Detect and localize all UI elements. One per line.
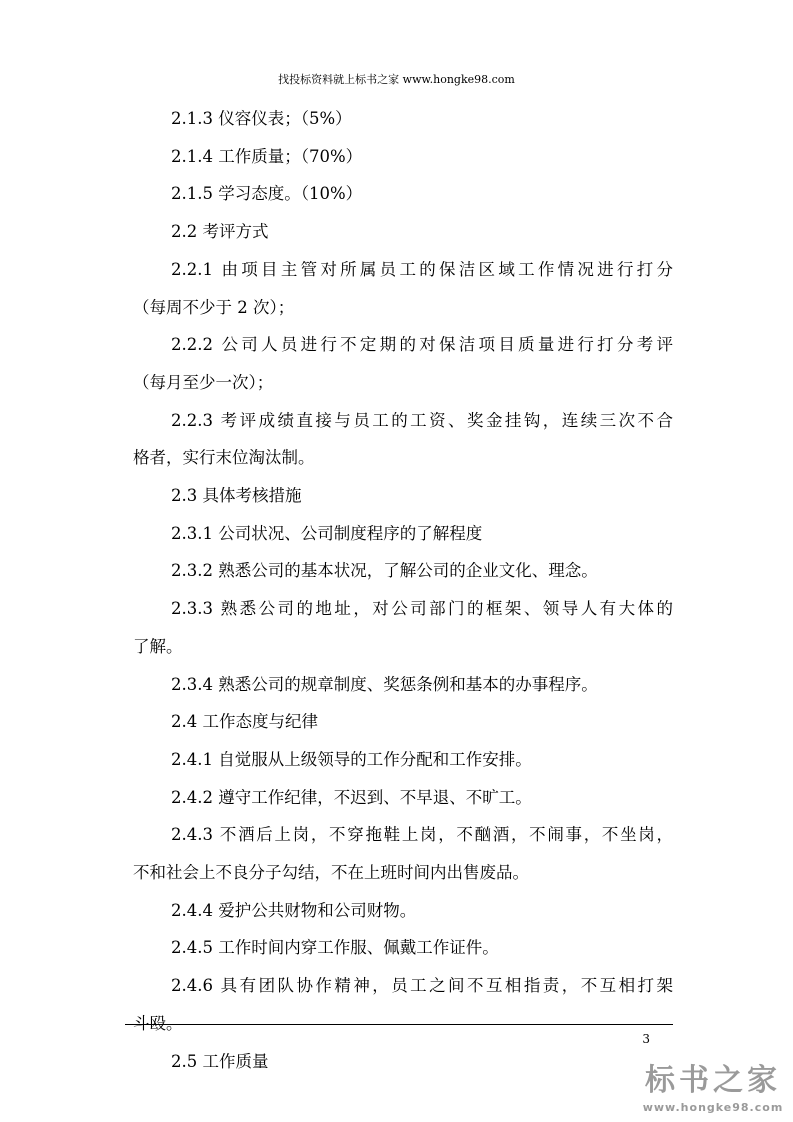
paragraph-line: 2.4.6 具有团队协作精神，员工之间不互相指责，不互相打架: [171, 976, 673, 996]
paragraph-line: 2.1.3 仪容仪表；（5%）: [171, 109, 352, 128]
page-header: 找投标资料就上标书之家 www.hongke98.com: [278, 73, 515, 86]
paragraph-line: 2.2 考评方式: [171, 222, 269, 242]
paragraph-line: （每周不少于 2 次）；: [133, 297, 295, 317]
paragraph-line: 2.2.3 考评成绩直接与员工的工资、奖金挂钩，连续三次不合: [171, 410, 673, 430]
paragraph-line: 2.4.1 自觉服从上级领导的工作分配和工作安排。: [171, 749, 532, 769]
watermark-title: 标书之家: [645, 1063, 781, 1098]
paragraph-line: 2.3.4 熟悉公司的规章制度、奖惩条例和基本的办事程序。: [171, 674, 598, 694]
paragraph-line: 2.4.2 遵守工作纪律，不迟到、不早退、不旷工。: [171, 787, 532, 807]
paragraph-line: 格者，实行末位淘汰制。: [133, 448, 315, 468]
paragraph-line: 2.2.2 公司人员进行不定期的对保洁项目质量进行打分考评: [171, 335, 673, 355]
paragraph-line: 2.3.3 熟悉公司的地址，对公司部门的框架、领导人有大体的: [171, 599, 673, 619]
paragraph-line: 2.1.4 工作质量；（70%）: [171, 146, 363, 166]
paragraph-line: 2.4.4 爱护公共财物和公司财物。: [171, 900, 417, 920]
watermark-logo: [638, 1062, 788, 1116]
document-body: [133, 100, 673, 1080]
paragraph-line: 2.4.5 工作时间内穿工作服、佩戴工作证件。: [171, 938, 499, 958]
paragraph-line: 2.2.1 由项目主管对所属员工的保洁区域工作情况进行打分: [171, 259, 673, 279]
footer-divider: [125, 1024, 673, 1025]
paragraph-line: 2.3.1 公司状况、公司制度程序的了解程度: [171, 523, 483, 543]
paragraph-line: （每月至少一次）；: [133, 372, 274, 392]
paragraph-line: 2.4.3 不酒后上岗，不穿拖鞋上岗，不酗酒，不闹事，不坐岗，: [171, 825, 673, 845]
paragraph-line: 2.1.5 学习态度。（10%）: [171, 184, 363, 204]
watermark-url: www.hongke98.com: [642, 1101, 784, 1114]
paragraph-line: 2.5 工作质量: [171, 1051, 269, 1071]
paragraph-line: 斗殴。: [133, 1013, 183, 1033]
paragraph-line: 2.3 具体考核措施: [171, 486, 302, 506]
page-number: 3: [642, 1032, 650, 1046]
paragraph-line: 了解。: [133, 636, 183, 656]
paragraph-line: 不和社会上不良分子勾结，不在上班时间内出售废品。: [133, 863, 529, 883]
paragraph-line: 2.4 工作态度与纪律: [171, 712, 318, 732]
paragraph-line: 2.3.2 熟悉公司的基本状况，了解公司的企业文化、理念。: [171, 561, 598, 581]
